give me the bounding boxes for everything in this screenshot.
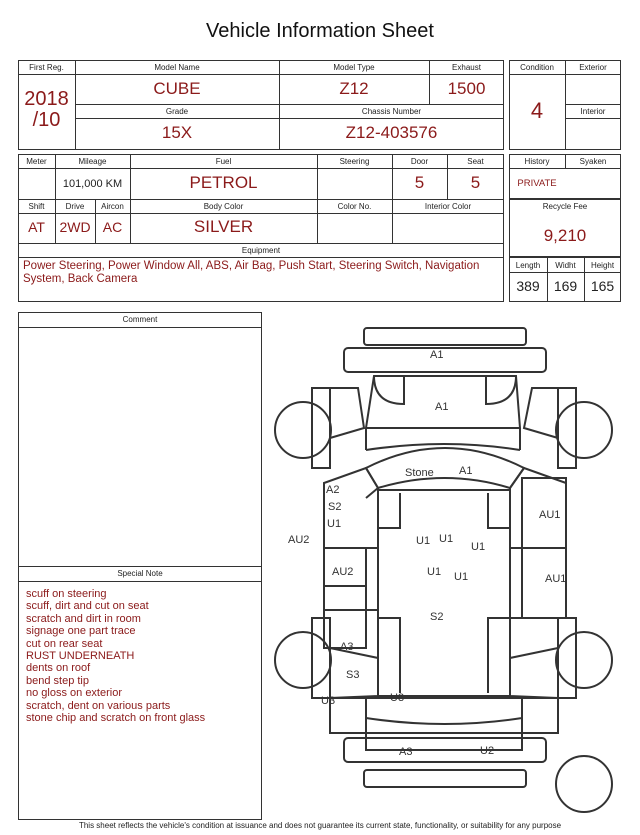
shift-value: AT (28, 219, 45, 235)
damage-mark: U1 (454, 571, 469, 583)
special-note-item: scratch and dirt in room (26, 612, 141, 625)
fuel-label: Fuel (215, 157, 232, 166)
first-reg-month: /10 (32, 109, 61, 131)
meter-label: Meter (26, 157, 47, 166)
aircon-label: Aircon (101, 202, 124, 211)
mileage-label: Mileage (78, 157, 107, 166)
drive-label: Drive (65, 202, 85, 211)
roof (378, 490, 510, 696)
door-value: 5 (414, 173, 425, 192)
special-note-item: cut on rear seat (26, 637, 103, 650)
damage-mark: S3 (346, 669, 360, 681)
damage-mark: S2 (328, 501, 342, 513)
exhaust-value: 1500 (447, 79, 486, 98)
damage-mark: S2 (430, 611, 444, 623)
seat-value: 5 (470, 173, 481, 192)
damage-mark: A3 (340, 641, 354, 653)
special-note-item: stone chip and scratch on front glass (26, 712, 206, 725)
special-note-item: scuff on steering (26, 588, 107, 600)
special-note-item: signage one part trace (26, 625, 136, 638)
damage-mark: AU1 (545, 573, 567, 585)
equipment-label: Equipment (241, 246, 281, 255)
rear-gate (330, 698, 558, 733)
damage-mark: AU1 (539, 509, 561, 521)
syaken-label: Syaken (579, 157, 607, 166)
damage-mark: U1 (327, 518, 342, 530)
special-note-label: Special Note (117, 569, 163, 578)
car-damage-diagram (270, 318, 626, 823)
model-type-label: Model Type (333, 63, 375, 72)
recycle-fee-value: 9,210 (543, 226, 587, 245)
width-value: 169 (553, 278, 578, 294)
seat-label: Seat (467, 157, 484, 166)
chassis-number: Z12-403576 (345, 123, 438, 142)
spare-wheel (556, 756, 612, 812)
interior-color-label: Interior Color (424, 202, 472, 211)
color-no-label: Color No. (337, 202, 372, 211)
damage-mark: U3 (390, 692, 405, 704)
first-reg-year: 2018 (24, 88, 69, 110)
grade-value: 15X (161, 123, 193, 142)
comment-label: Comment (122, 315, 158, 324)
damage-mark: AU2 (332, 566, 354, 578)
rear-bumper-bottom (364, 770, 526, 787)
special-note-item: scratch, dent on various parts (26, 699, 171, 712)
special-note-item: dents on roof (26, 662, 91, 675)
front-left-wheel (275, 402, 331, 458)
damage-mark: A2 (326, 484, 340, 496)
interior-label: Interior (580, 107, 606, 116)
damage-mark: A1 (430, 349, 444, 361)
special-note-item: bend step tip (26, 674, 89, 687)
shift-label: Shift (28, 202, 45, 211)
special-note-item: RUST UNDERNEATH (26, 650, 135, 663)
front-bumper (344, 348, 546, 372)
body-color-value: SILVER (193, 217, 254, 236)
damage-mark: U2 (480, 745, 495, 757)
recycle-fee-label: Recycle Fee (542, 202, 588, 211)
grade-label: Grade (165, 107, 189, 116)
fuel-value: PETROL (189, 173, 258, 192)
page-title: Vehicle Information Sheet (206, 20, 434, 42)
mileage-value: 101,000 KM (62, 178, 123, 190)
special-notes-list (26, 588, 205, 724)
steering-label: Steering (339, 157, 370, 166)
drive-value: 2WD (59, 219, 91, 235)
damage-mark: U1 (439, 533, 454, 545)
damage-mark: U1 (471, 541, 486, 553)
first-reg-label: First Reg. (29, 63, 64, 72)
history-value: PRIVATE (517, 178, 557, 189)
equipment-list: Power Steering, Power Window All, ABS, Air Bag, Push Start, Steering Switch, Navigation System, Back Camera (23, 260, 480, 285)
special-note-item: no gloss on exterior (26, 687, 122, 700)
aircon-value: AC (102, 219, 123, 235)
front-right-wheel (556, 402, 612, 458)
exterior-label: Exterior (579, 63, 607, 72)
damage-mark: U1 (427, 566, 442, 578)
width-label: Widht (555, 261, 576, 270)
rear-left-wheel (275, 632, 331, 688)
rear-right-wheel (556, 632, 612, 688)
length-label: Length (515, 261, 541, 270)
door-label: Door (410, 157, 429, 166)
damage-mark: A3 (399, 746, 413, 758)
model-name: CUBE (153, 79, 201, 98)
disclaimer-footer: This sheet reflects the vehicle's condition at issuance and does not guarantee its current state, functionality, or suitability for any purpose (78, 821, 562, 830)
condition-grade: 4 (530, 98, 544, 123)
damage-mark: A1 (459, 465, 473, 477)
model-type: Z12 (339, 79, 369, 98)
damage-mark: Stone (405, 467, 434, 479)
body-color-label: Body Color (203, 202, 244, 211)
windshield (366, 448, 524, 488)
height-label: Height (590, 261, 615, 270)
front-bumper-top (364, 328, 526, 345)
exhaust-label: Exhaust (452, 63, 481, 72)
length-value: 389 (516, 278, 540, 294)
damage-mark: U3 (321, 695, 336, 707)
chassis-label: Chassis Number (361, 107, 422, 116)
damage-mark: AU2 (288, 534, 310, 546)
damage-mark: A1 (435, 401, 449, 413)
height-value: 165 (590, 278, 615, 294)
damage-mark: U1 (416, 535, 431, 547)
special-note-item: scuff, dirt and cut on seat (26, 600, 149, 613)
history-label: History (524, 157, 550, 166)
condition-label: Condition (520, 63, 554, 72)
model-name-label: Model Name (154, 63, 200, 72)
